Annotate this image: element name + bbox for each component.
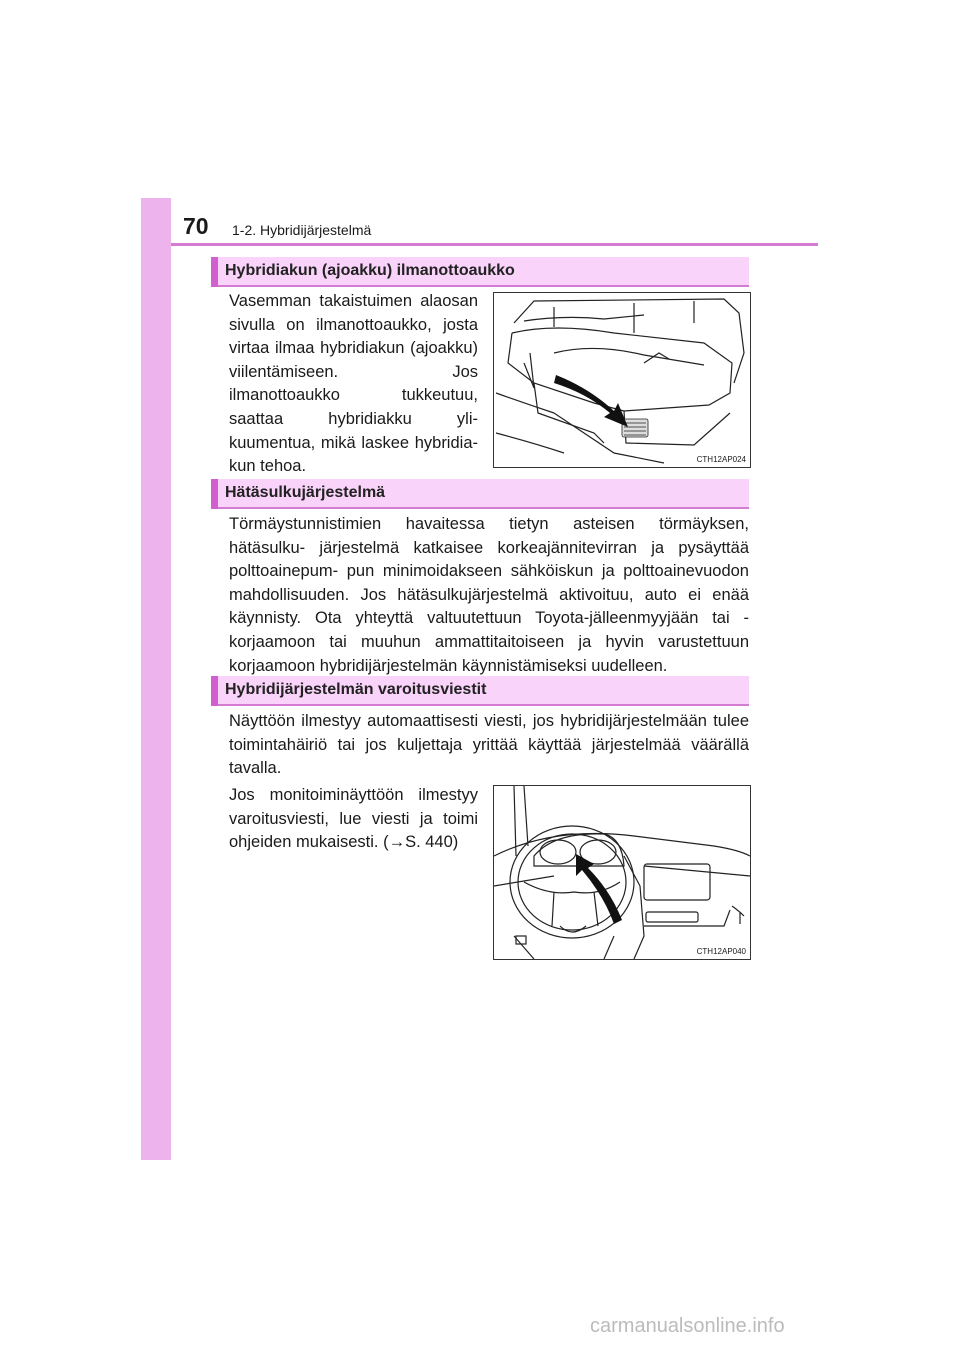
paragraph-air-intake: Vasemman takaistuimen alaosan sivulla on ilmanottoaukko, josta virtaa ilmaa hybridiakun (ajoakku) viilentämiseen. Jos ilmanottoaukko tukkeutuu, saattaa hybridiakku yli- kuumentua, mikä laskee hybridia- kun tehoa. [229,292,478,476]
section-heading-emergency-shutoff [211,479,749,509]
paragraph-emergency-shutoff: Törmäystunnistimien havaitessa tietyn asteisen törmäyksen, hätäsulku- järjestelmä katkaisee korkeajännitevirran ja pysäyttää polttoainepum- pun minimoidakseen sähköiskun ja polttoainevuodon mahdollisuuden. Jos hätäsulkujärjestelmä aktivoituu, auto ei enää käynnisty. Ota yhteyttä valtuutettuun Toyota-jälleenmyyjään tai -korjaamoon tai muuhun ammattitaitoiseen ja hyvin varustettuun korjaamoon hybridijärjestelmän käynnistämiseksi uudelleen. [229,515,749,675]
heading-accent [211,257,218,287]
section-title: Hybridijärjestelmän varoitusviestit [225,681,487,698]
chapter-tab-sidebar [141,198,171,1160]
figure-code: CTH12AP024 [696,455,746,464]
rear-seat-illustration [494,293,750,467]
page-number: 70 [183,213,209,239]
header-divider [171,243,818,246]
dashboard-illustration [494,786,750,959]
watermark: carmanualsonline.info [590,1315,785,1337]
section-heading-air-intake [211,257,749,287]
vent-grille [622,419,648,437]
figure-instrument-cluster [493,785,751,960]
chapter-title: 1-2. Hybridijärjestelmä [232,222,372,238]
figure-code: CTH12AP040 [696,947,746,956]
paragraph-warning-intro: Näyttöön ilmestyy automaattisesti viesti, jos hybridijärjestelmään tulee toimintahäiriö tai jos kuljettaja yrittää käyttää järjestelmää väärällä tavalla. [229,712,749,778]
section-heading-warning-messages [211,676,749,706]
paragraph-warning-instruction: Jos monitoiminäyttöön ilmestyy varoitusviesti, lue viesti ja toimi ohjeiden mukaisesti. (→S. 440) [229,786,478,852]
heading-accent [211,479,218,509]
section-title: Hybridiakun (ajoakku) ilmanottoaukko [225,262,515,279]
arrow-pointer [554,375,628,427]
figure-rear-seat-air-intake [493,292,751,468]
section-title: Hätäsulkujärjestelmä [225,484,386,501]
heading-accent [211,676,218,706]
